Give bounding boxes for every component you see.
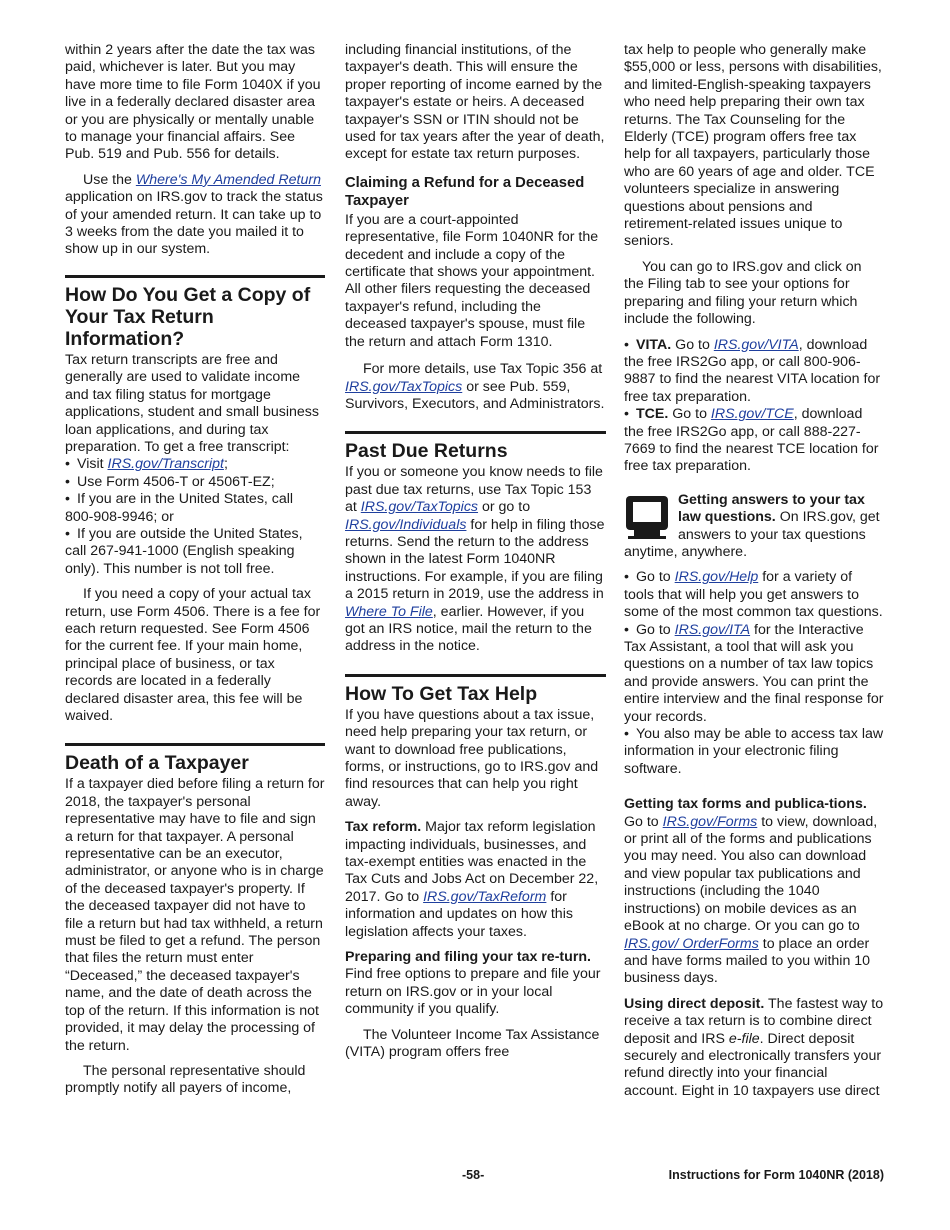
paragraph: Getting tax forms and publica-tions. Go to IRS.gov/Forms to view, download, or print all of the forms and publications you may need. You also can download and view popular tax publications and instructions (including the 1040 instructions) on mobile devices as an eBook at no charge. Or you can go to IRS.gov/ OrderForms to place an order and have forms mailed to you within 10 business days. — [624, 796, 878, 987]
paragraph: You can go to IRS.gov and click on the Filing tab to see your options for preparing and filing your return which include the following. — [624, 258, 862, 328]
help-link[interactable]: IRS.gov/Help — [674, 569, 759, 586]
computer-icon — [624, 494, 670, 540]
list-item: • Use Form 4506-T or 4506T-EZ; — [65, 474, 325, 491]
list-item: • If you are outside the United States, call 267-941-1000 (English speaking only). This number is not toll free. — [65, 526, 325, 578]
column-3 — [624, 42, 885, 1100]
wheres-my-amended-return-link[interactable]: Where's My Amended Return — [135, 171, 321, 188]
vita-link[interactable]: IRS.gov/VITA — [713, 336, 799, 353]
paragraph: If you have questions about a tax issue, need help preparing your tax return, or want to download free publications, forms, or instructions, go to IRS.gov and find resources that can help you right away. — [345, 706, 599, 810]
orderforms-link[interactable]: IRS.gov/ OrderForms — [624, 935, 759, 952]
taxtopics-link[interactable]: IRS.gov/TaxTopics — [360, 499, 479, 516]
section-heading-tax-help: How To Get Tax Help — [345, 682, 538, 705]
list-item: • Go to IRS.gov/ITA for the Interactive Tax Assistant, a tool that will ask you questions on a number of tax law topics and provide answers. You can print the entire interview and the final response for your records. — [624, 622, 885, 726]
section-rule — [345, 674, 606, 705]
section-heading-death: Death of a Taxpayer — [65, 752, 249, 775]
section-rule — [345, 431, 606, 462]
paragraph: Tax return transcripts are free and generally are used to validate income and tax filing status for mortgage applications, student and small business loan applications, and during tax preparation. To get a free transcript: — [65, 351, 319, 455]
page-number: -58- — [462, 1168, 485, 1182]
paragraph: For more details, use Tax Topic 356 at IRS.gov/TaxTopics or see Pub. 559, Survivors, Executors, and Administrators. — [345, 361, 605, 412]
tce-link[interactable]: IRS.gov/TCE — [710, 406, 794, 423]
section-heading-copy: How Do You Get a Copy of Your Tax Return Information? — [65, 283, 311, 350]
paragraph: including financial institutions, of the taxpayer's death. This will ensure the proper reporting of income earned by the taxpayer's estate or heirs. A deceased taxpayer's SSN or ITIN should not be used for tax years after the year of death, except for estate tax return purposes. — [345, 42, 605, 163]
section-rule — [65, 275, 325, 350]
document-title: Instructions for Form 1040NR (2018) — [668, 1168, 884, 1182]
paragraph: Use the Where's My Amended Return application on IRS.gov to track the status of your amended return. It can take up to 3 weeks from the date you mailed it to show up in our system. — [65, 171, 323, 258]
paragraph: tax help to people who generally make $55,000 or less, persons with disabilities, and limited-English-speaking taxpayers who need help preparing their own tax returns. The Tax Counseling for the Elderly (TCE) program offers free tax help for all taxpayers, particularly those who are 60 years of age and older. TCE volunteers specialize in answering questions about pensions and retirement-related issues unique to seniors. — [624, 42, 882, 250]
paragraph: The Volunteer Income Tax Assistance (VITA) program offers free — [345, 1026, 600, 1061]
list-item: • You also may be able to access tax law information in your electronic filing software. — [624, 726, 885, 778]
list-item: • Visit IRS.gov/Transcript; — [65, 456, 325, 473]
list-item: • Go to IRS.gov/Help for a variety of tools that will help you get answers to some of the most common tax questions. — [624, 569, 885, 621]
section-heading-past-due: Past Due Returns — [345, 440, 508, 463]
individuals-link[interactable]: IRS.gov/Individuals — [345, 516, 467, 533]
list-item: • VITA. Go to IRS.gov/VITA, download the free IRS2Go app, or call 800-906-9887 to find the nearest VITA location for free tax preparation. — [624, 337, 885, 407]
paragraph: Preparing and filing your tax re-turn. Find free options to prepare and file your return on IRS.gov or in your local community if you qualify. — [345, 949, 601, 1018]
section-rule — [65, 743, 325, 774]
paragraph: If you need a copy of your actual tax return, use Form 4506. There is a fee for each return requested. See Form 4506 for the current fee. If your main home, principal place of business, or tax records are located in a federally declared disaster area, this fee will be waived. — [65, 586, 321, 724]
taxtopics-link[interactable]: IRS.gov/TaxTopics — [345, 378, 463, 395]
paragraph: If you or someone you know needs to file past due tax returns, use Tax Topic 153 at IRS.gov/TaxTopics or go to IRS.gov/Individuals for help in filing those returns. Send the return to the address shown in the latest Form 1040NR instructions. For example, if you are filing a 2015 return in 2019, use the address in Where To File, earlier. However, if you got an IRS notice, mail the return to the address in the notice. — [345, 464, 605, 655]
callout — [624, 492, 885, 562]
paragraph: within 2 years after the date the tax was paid, whichever is later. But you may have more time to file Form 1040X if you live in a federally declared disaster area or you are physically or mentally unable to manage your financial affairs. See Pub. 519 and Pub. 556 for details. — [65, 42, 321, 163]
ita-link[interactable]: IRS.gov/ITA — [674, 621, 751, 638]
paragraph: Getting answers to your tax law questions. On IRS.gov, get answers to your tax questions anytime, anywhere. — [624, 491, 880, 560]
paragraph: Using direct deposit. The fastest way to receive a tax return is to combine direct deposit and IRS e-file. Direct deposit securely and electronically transfers your refund directly into your financial account. Eight in 10 taxpayers use direct — [624, 995, 884, 1099]
paragraph: Tax reform. Major tax reform legislation impacting individuals, businesses, and tax-exempt entities was enacted in the Tax Cuts and Jobs Act on December 22, 2017. Go to IRS.gov/TaxReform for information and updates on how this legislation affects your taxes. — [345, 819, 599, 940]
paragraph: If you are a court-appointed representative, file Form 1040NR for the decedent and include a copy of the certificate that shows your appointment. All other filers requesting the deceased taxpayer's refund, including the deceased taxpayer's spouse, must file the return and attach Form 1310. — [345, 211, 599, 350]
transcript-link[interactable]: IRS.gov/Transcript — [107, 456, 224, 473]
list-item: • TCE. Go to IRS.gov/TCE, download the free IRS2Go app, or call 888-227-7669 to find the nearest TCE location for free tax preparation. — [624, 406, 885, 476]
forms-link[interactable]: IRS.gov/Forms — [662, 813, 758, 830]
column-1 — [65, 42, 325, 1098]
where-to-file-link[interactable]: Where To File — [345, 603, 433, 620]
subheading-refund: Claiming a Refund for a Deceased Taxpayer — [345, 174, 585, 209]
taxreform-link[interactable]: IRS.gov/TaxReform — [423, 888, 547, 905]
paragraph: The personal representative should promptly notify all payers of income, — [65, 1062, 306, 1097]
paragraph: If a taxpayer died before filing a return for 2018, the taxpayer's personal representative may have to file and sign a return for that taxpayer. A personal representative can be an executor, administrator, or anyone who is in charge of the deceased taxpayer's property. If the deceased taxpayer did not have to file a return but had tax withheld, a return must be filed to get a refund. The person that files the return must enter “Deceased,” the deceased taxpayer's name, and the date of death across the top of the return. If this information is not provided, it may delay the processing of the return. — [65, 776, 325, 1054]
column-2 — [345, 42, 606, 1062]
list-item: • If you are in the United States, call 800-908-9946; or — [65, 491, 325, 526]
